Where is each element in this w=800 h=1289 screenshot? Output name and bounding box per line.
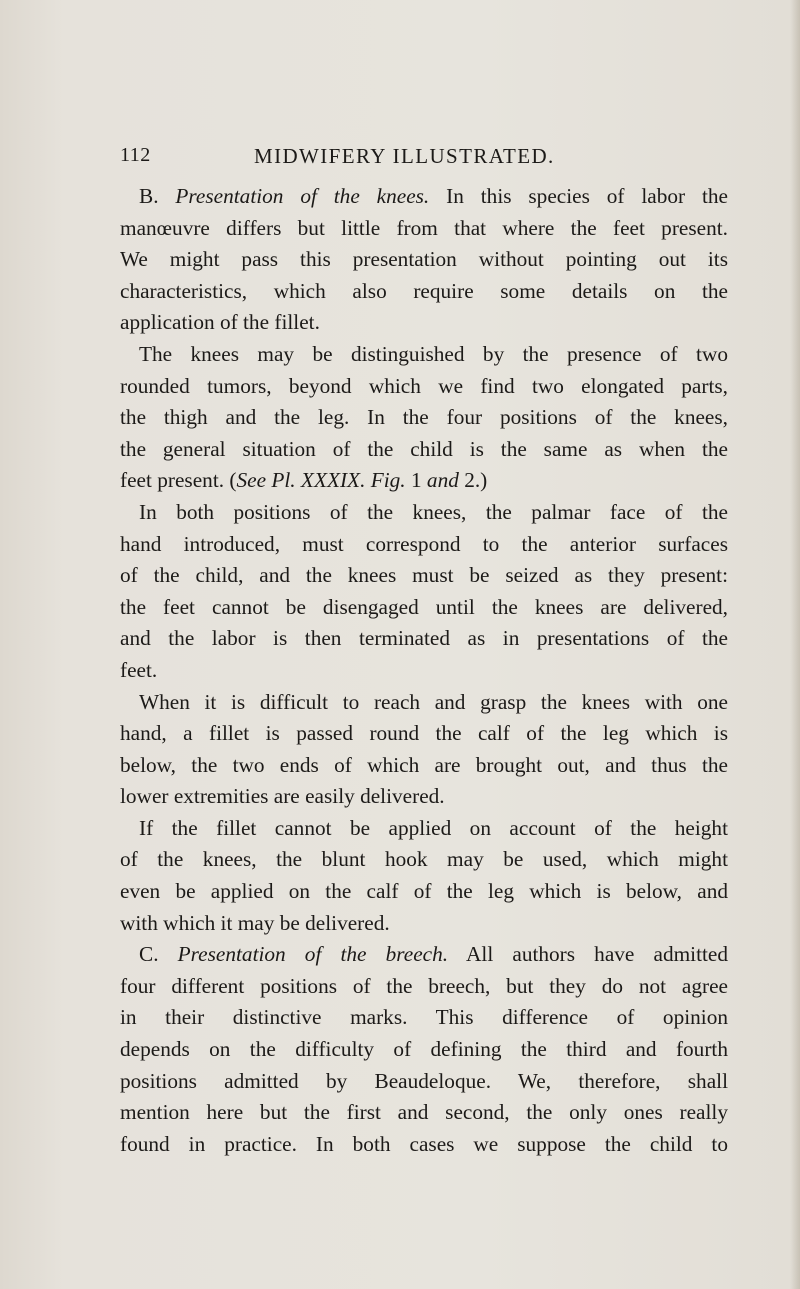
figure-number: 1 (405, 468, 427, 493)
page-header (120, 144, 720, 168)
text-line: All authors have admitted (466, 942, 729, 967)
section-heading: Presentation of the breech. (177, 942, 449, 967)
paragraph-line: In both positions of the knees, the palmar face of the (139, 499, 728, 524)
paragraph-line: hand introduced, must correspond to the anterior surfaces (120, 531, 728, 556)
paragraph-line: When it is difficult to reach and grasp the knees with one (139, 689, 728, 714)
paragraph-line: rounded tumors, beyond which we find two elongated parts, (120, 373, 728, 398)
paragraph-line: depends on the difficulty of defining the third and fourth (120, 1037, 728, 1062)
paragraph-line: of the knees, the blunt hook may be used, which might (120, 847, 728, 872)
paragraph-line (120, 181, 728, 213)
paragraph-line: characteristics, which also require some details on the (120, 278, 728, 303)
paragraph-line: in their distinctive marks. This difference of opinion (120, 1005, 728, 1030)
section-label: C. (139, 942, 159, 967)
text-line: In this species of labor the (446, 184, 729, 208)
reference-conjunction: and (426, 468, 459, 493)
running-title: MIDWIFERY ILLUSTRATED. (254, 144, 555, 168)
paragraph-line: hand, a fillet is passed round the calf of the leg which is (120, 721, 728, 746)
page-edge-shadow (790, 0, 800, 1289)
paragraph-line: with which it may be delivered. (120, 910, 390, 935)
paragraph-line: manœuvre differs but little from that where the feet present. (120, 215, 728, 240)
paragraph-line: and the labor is then terminated as in presentations of the (120, 626, 728, 651)
section-heading: Presentation of the knees. (175, 184, 430, 208)
paragraph-line: lower extremities are easily delivered. (120, 784, 445, 809)
paragraph-line: four different positions of the breech, but they do not agree (120, 973, 728, 998)
text-fragment: feet present. ( (120, 468, 237, 493)
section-label: B. (139, 184, 159, 208)
paragraph-line: found in practice. In both cases we suppose the child to (120, 1131, 728, 1156)
paragraph-line: positions admitted by Beaudeloque. We, therefore, shall (120, 1068, 728, 1093)
paragraph-line: below, the two ends of which are brought out, and thus the (120, 752, 728, 777)
figure-number: 2.) (458, 468, 488, 493)
page-number: 112 (120, 144, 151, 166)
paragraph-line: application of the fillet. (120, 310, 320, 335)
paragraph-line: mention here but the first and second, the only ones really (120, 1100, 728, 1125)
paragraph-line (120, 465, 728, 497)
paragraph-line: feet. (120, 657, 158, 682)
page-body (120, 181, 728, 1160)
plate-reference: See Pl. XXXIX. Fig. (236, 468, 406, 493)
paragraph-line: If the fillet cannot be applied on account of the height (139, 815, 728, 840)
paragraph-line: the feet cannot be disengaged until the knees are delivered, (120, 594, 728, 619)
paragraph-line: We might pass this presentation without pointing out its (120, 247, 728, 272)
paragraph-line: the general situation of the child is the same as when the (120, 436, 728, 461)
paragraph-line: the thigh and the leg. In the four positions of the knees, (120, 405, 728, 430)
paragraph-line: even be applied on the calf of the leg which is below, and (120, 879, 728, 904)
paragraph-line (120, 939, 728, 971)
paragraph-line: The knees may be distinguished by the presence of two (139, 341, 728, 366)
paragraph-line: of the child, and the knees must be seized as they present: (120, 563, 728, 588)
